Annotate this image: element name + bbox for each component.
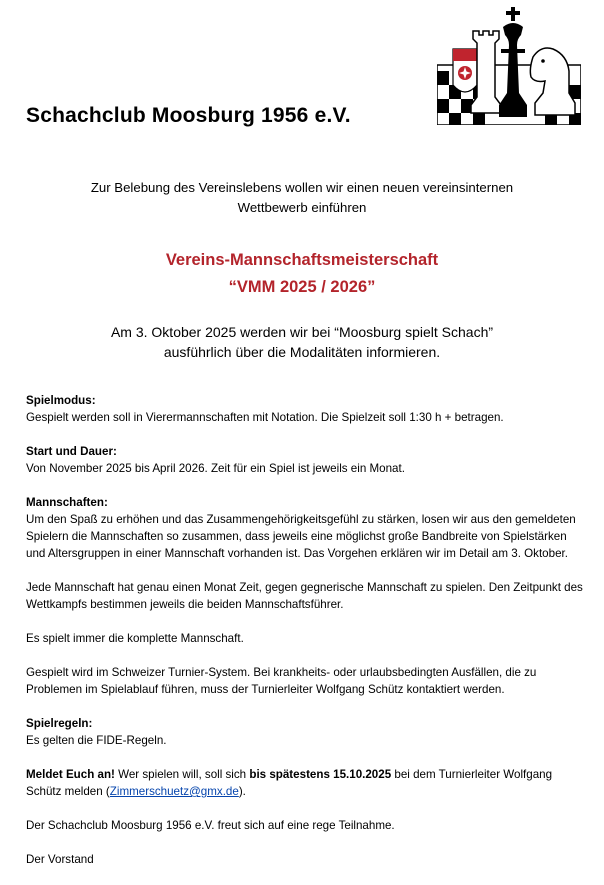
section-heading: Start und Dauer: <box>26 445 117 458</box>
paragraph: Jede Mannschaft hat genau einen Monat Zeit, gegen gegnerische Mannschaft zu spielen. Den Zeitpunkt des Wettkampfs bestimmen jeweils die beiden Mannschaftsführer. <box>26 581 583 611</box>
signup-text: bei dem Turnierleiter Wolfgang Schütz melden ( <box>26 768 553 798</box>
section-heading: Mannschaften: <box>26 496 108 509</box>
section-text: Es gelten die FIDE-Regeln. <box>26 734 167 747</box>
paragraph: Es spielt immer die komplette Mannschaft. <box>26 632 244 645</box>
section-text: Von November 2025 bis April 2026. Zeit für ein Spiel ist jeweils ein Monat. <box>26 462 405 475</box>
announcement-line: ausführlich über die Modalitäten informieren. <box>163 344 441 360</box>
closing-text: Der Schachclub Moosburg 1956 e.V. freut sich auf eine rege Teilnahme. <box>26 819 395 832</box>
crest-icon <box>453 49 477 92</box>
intro-line: Zur Belebung des Vereinslebens wollen wir einen neuen vereinsinternen <box>90 180 514 195</box>
intro-line: Wettbewerb einführen <box>237 200 367 215</box>
section-spielmodus <box>26 392 586 426</box>
section-text: Um den Spaß zu erhöhen und das Zusammengehörigkeitsgefühl zu stärken, losen wir aus den gemeldeten Spielern die Mannschaften so zusammen, dass jeweils eine möglichst große Bandbreite von Spielstärken und Altersgruppen in einer Mannschaft vorhanden ist. Das Vorgehen erklären wir im Detail am 3. Oktober. <box>26 513 576 560</box>
intro-text <box>0 178 604 218</box>
section-start <box>26 443 586 477</box>
club-title: Schachclub Moosburg 1956 e.V. <box>26 104 351 127</box>
signup-text: ). <box>238 785 246 798</box>
announcement-line: Am 3. Oktober 2025 werden wir bei “Moosburg spielt Schach” <box>110 324 494 340</box>
document-body <box>26 392 586 885</box>
announcement <box>0 322 604 362</box>
section-mannschaften <box>26 494 586 562</box>
section-heading: Spielregeln: <box>26 717 93 730</box>
event-subtitle: “VMM 2025 / 2026” <box>228 278 376 296</box>
chess-pieces-logo-icon <box>437 5 581 125</box>
signup-text: Wer spielen will, soll sich <box>114 768 250 781</box>
event-heading <box>0 247 604 301</box>
black-king-icon <box>499 7 527 117</box>
section-spielregeln <box>26 715 586 749</box>
section-anmeldung <box>26 766 586 800</box>
paragraph: Gespielt wird im Schweizer Turnier-System. Bei krankheits- oder urlaubsbedingten Ausfällen, die zu Problemen im Spielablauf führen, muss der Turnierleiter Wolfgang Schütz kontaktiert werden. <box>26 666 537 696</box>
email-link[interactable]: Zimmerschuetz@gmx.de <box>109 785 239 798</box>
signup-lead: Meldet Euch an! <box>26 768 115 781</box>
section-text: Gespielt werden soll in Vierermannschaften mit Notation. Die Spielzeit soll 1:30 h + betragen. <box>26 411 504 424</box>
event-title: Vereins-Mannschaftsmeisterschaft <box>165 251 439 269</box>
signup-deadline: bis spätestens 15.10.2025 <box>249 768 392 781</box>
section-heading: Spielmodus: <box>26 394 96 407</box>
signature: Der Vorstand <box>26 853 94 866</box>
white-knight-icon <box>530 48 575 115</box>
